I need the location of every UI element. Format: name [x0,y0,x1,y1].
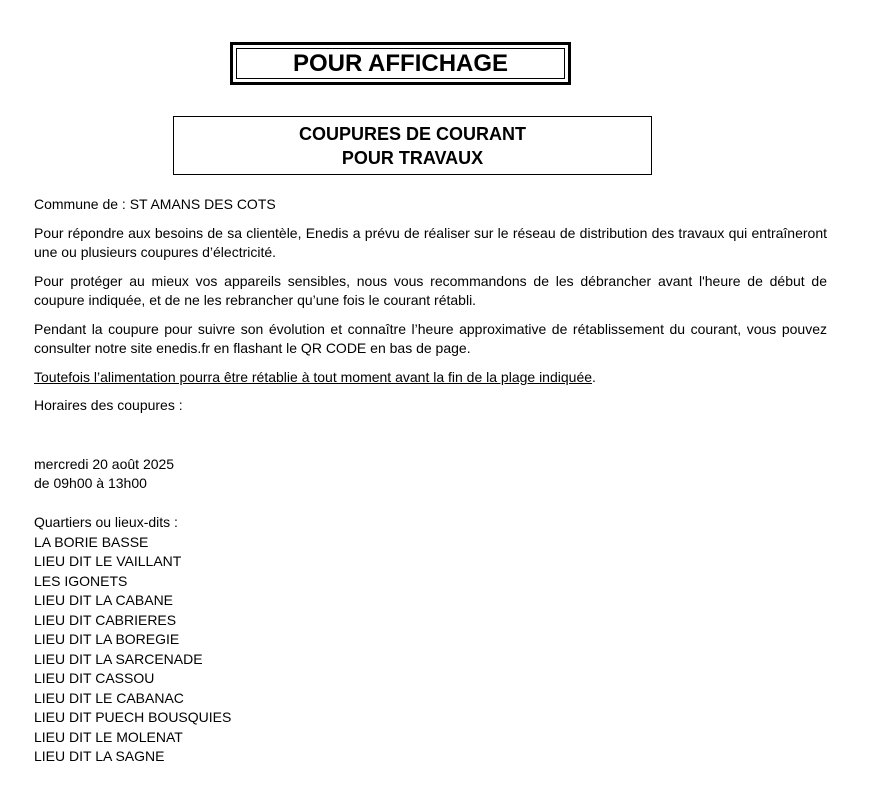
list-item: LA BORIE BASSE [34,533,149,550]
warning-paragraph [34,368,827,388]
schedule-time: de 09h00 à 13h00 [34,475,147,491]
tracking-paragraph: Pendant la coupure pour suivre son évolution et connaître l’heure approximative de rétablissement du courant, vous pouvez consulter notre site enedis.fr en flashant le QR CODE en bas de page. [34,320,827,356]
notice-title-line-1: COUPURES DE COURANT [298,123,526,144]
list-item: LES IGONETS [34,572,128,589]
schedule-date: mercredi 20 août 2025 [34,455,175,472]
spacer [34,494,827,514]
banner-title: POUR AFFICHAGE [236,48,565,79]
list-item: LIEU DIT PUECH BOUSQUIES [34,709,232,725]
list-item: LIEU DIT LE CABANAC [34,689,184,706]
display-banner [230,42,571,85]
list-item: LIEU DIT LA CABANE [34,592,174,608]
list-item: LIEU DIT CASSOU [34,670,155,686]
warning-suffix: . [592,368,596,385]
list-item: LIEU DIT LA BOREGIE [34,631,180,647]
advice-paragraph: Pour protéger au mieux vos appareils sensibles, nous vous recommandons de les débrancher avant l'heure de début de coupure indiquée, et de ne les rebrancher qu’une fois le courant rétabli. [34,272,827,308]
spacer [34,416,827,455]
places-list [34,533,827,767]
notice-title-line-2: POUR TRAVAUX [341,147,484,168]
notice-body [34,195,827,767]
intro-paragraph: Pour répondre aux besoins de sa clientèle, Enedis a prévu de réaliser sur le réseau de distribution des travaux qui entraîneront une ou plusieurs coupures d’électricité. [34,224,827,260]
warning-text: Toutefois l’alimentation pourra être rétablie à tout moment avant la fin de la plage indiquée [34,368,593,385]
list-item: LIEU DIT LE MOLENAT [34,728,183,745]
notice-title-box [173,116,652,175]
commune-line: Commune de : ST AMANS DES COTS [34,196,276,212]
list-item: LIEU DIT LA SAGNE [34,748,165,764]
list-item: LIEU DIT LE VAILLANT [34,553,182,569]
places-label: Quartiers ou lieux-dits : [34,514,178,530]
schedule-label: Horaires des coupures : [34,397,183,413]
list-item: LIEU DIT CABRIERES [34,611,177,628]
list-item: LIEU DIT LA SARCENADE [34,650,203,667]
